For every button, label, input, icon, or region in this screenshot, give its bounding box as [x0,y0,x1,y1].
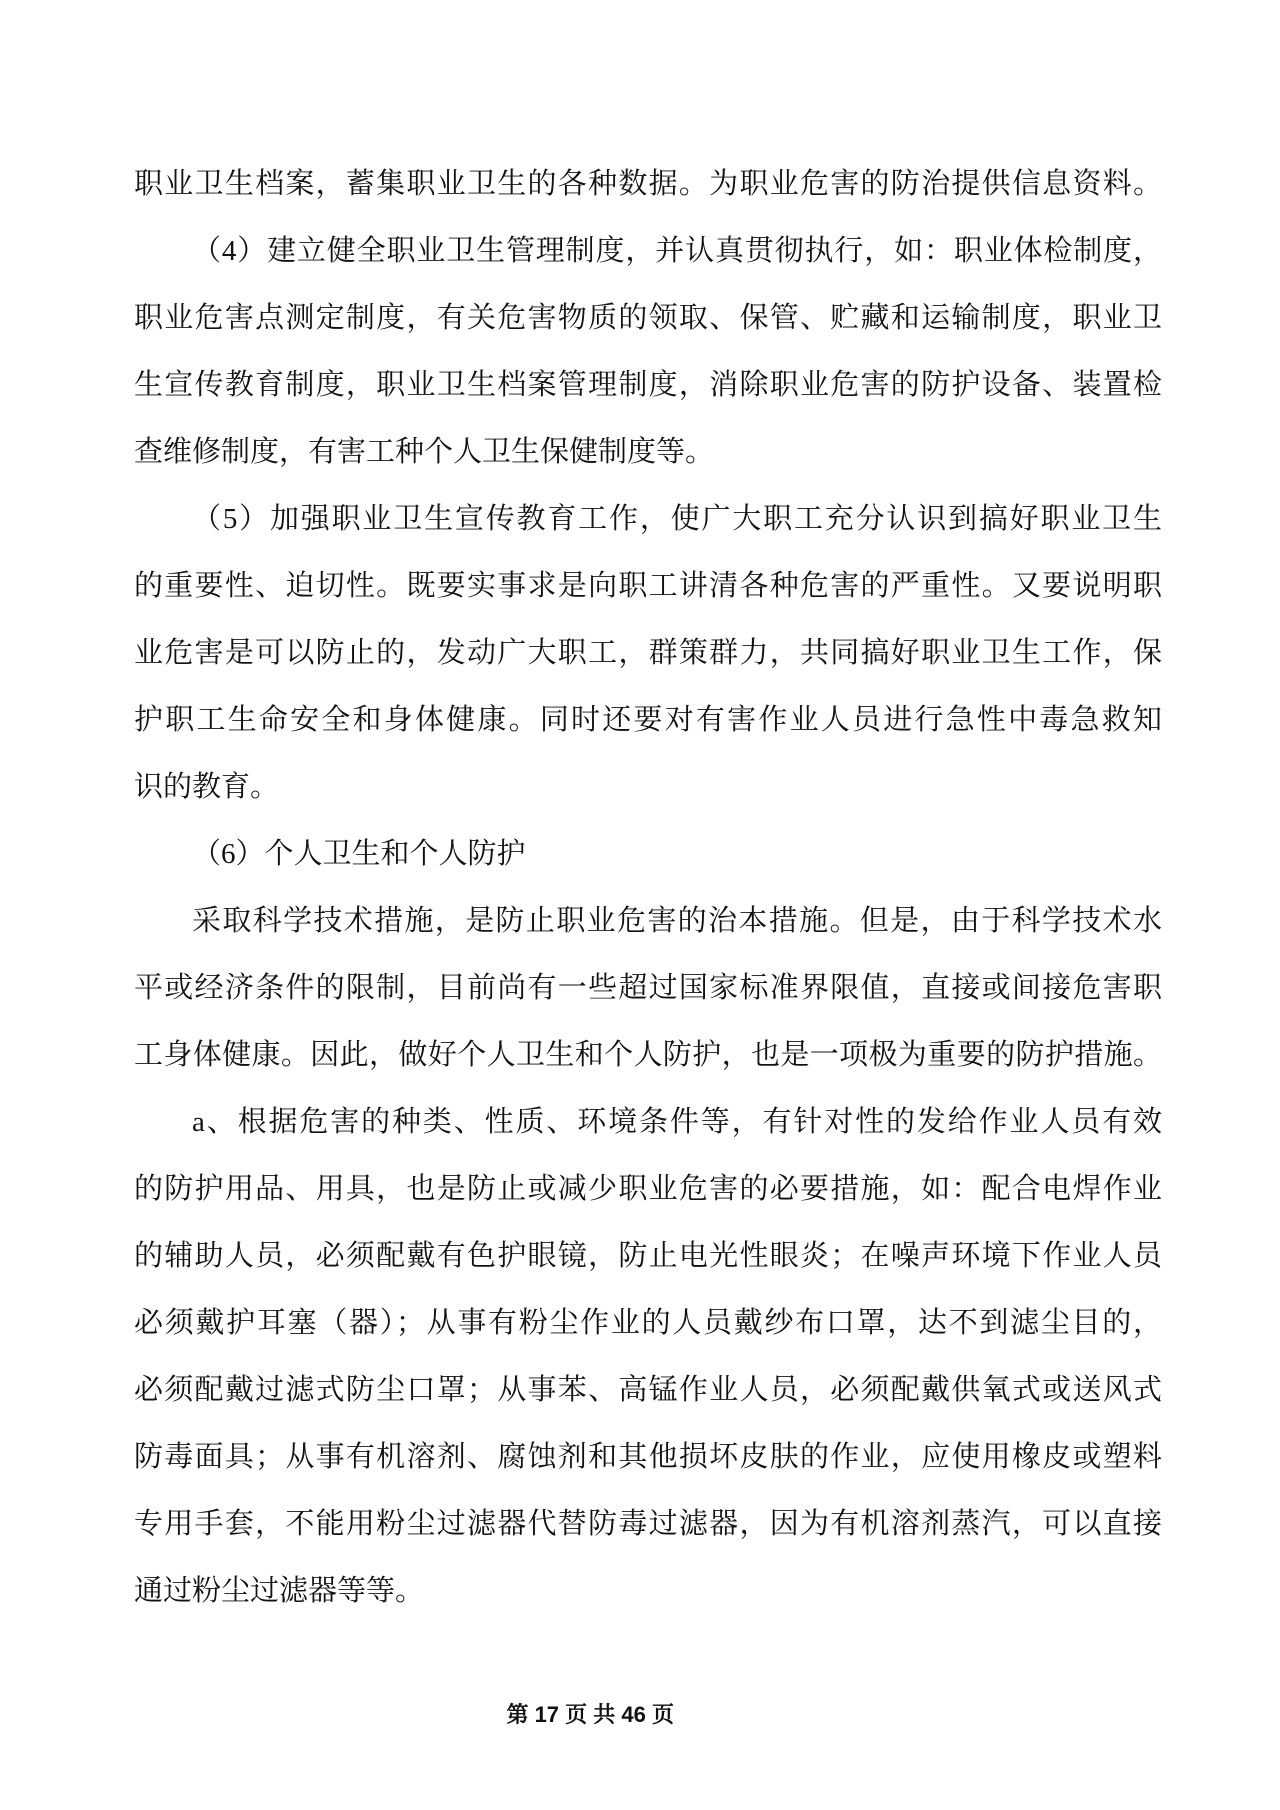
text-line: 专用手套，不能用粉尘过滤器代替防毒过滤器，因为有机溶剂蒸汽，可以直接 [134,1508,1162,1540]
text-line: 工身体健康。因此，做好个人卫生和个人防护，也是一项极为重要的防护措施。 [134,1039,1162,1071]
text-line: 必须戴护耳塞（器）；从事有粉尘作业的人员戴纱布口罩，达不到滤尘目的， [134,1307,1162,1339]
paragraph [134,1089,1162,1625]
text-line: 采取科学技术措施，是防止职业危害的治本措施。但是，由于科学技术水 [192,905,1162,937]
text-line: 的重要性、迫切性。既要实事求是向职工讲清各种危害的严重性。又要说明职 [134,570,1162,602]
text-line: a、根据危害的种类、性质、环境条件等，有针对性的发给作业人员有效 [192,1106,1162,1138]
text-line: 业危害是可以防止的，发动广大职工，群策群力，共同搞好职业卫生工作，保 [134,637,1162,669]
paragraph [134,151,1162,218]
text-line: 平或经济条件的限制，目前尚有一些超过国家标准界限值，直接或间接危害职 [134,972,1162,1004]
text-line: （5）加强职业卫生宣传教育工作，使广大职工充分认识到搞好职业卫生 [192,503,1162,535]
document-body [134,151,1162,1625]
text-line: （4）建立健全职业卫生管理制度，并认真贯彻执行，如：职业体检制度， [192,235,1162,267]
text-line: （6）个人卫生和个人防护 [192,838,526,870]
text-line: 生宣传教育制度，职业卫生档案管理制度，消除职业危害的防护设备、装置检 [134,369,1162,401]
paragraph [134,888,1162,1089]
paragraph [134,486,1162,821]
text-line: 的防护用品、用具，也是防止或减少职业危害的必要措施，如：配合电焊作业 [134,1173,1162,1205]
page-footer [482,1676,674,1754]
paragraph [134,218,1162,486]
text-line: 职业卫生档案，蓄集职业卫生的各种数据。为职业危害的防治提供信息资料。 [134,168,1162,200]
text-line: 职业危害点测定制度，有关危害物质的领取、保管、贮藏和运输制度，职业卫 [134,302,1162,334]
text-line: 必须配戴过滤式防尘口罩；从事苯、高锰作业人员，必须配戴供氧式或送风式 [134,1374,1162,1406]
text-line: 的辅助人员，必须配戴有色护眼镜，防止电光性眼炎；在噪声环境下作业人员 [134,1240,1162,1272]
footer-page-number-text: 第 17 页 共 46 页 [506,1702,674,1727]
text-line: 识的教育。 [134,771,280,803]
text-line: 通过粉尘过滤器等等。 [134,1575,425,1607]
text-line: 查维修制度，有害工种个人卫生保健制度等。 [134,436,715,468]
text-line: 防毒面具；从事有机溶剂、腐蚀剂和其他损坏皮肤的作业，应使用橡皮或塑料 [134,1441,1162,1473]
paragraph [134,821,1162,888]
text-line: 护职工生命安全和身体健康。同时还要对有害作业人员进行急性中毒急救知 [134,704,1162,736]
